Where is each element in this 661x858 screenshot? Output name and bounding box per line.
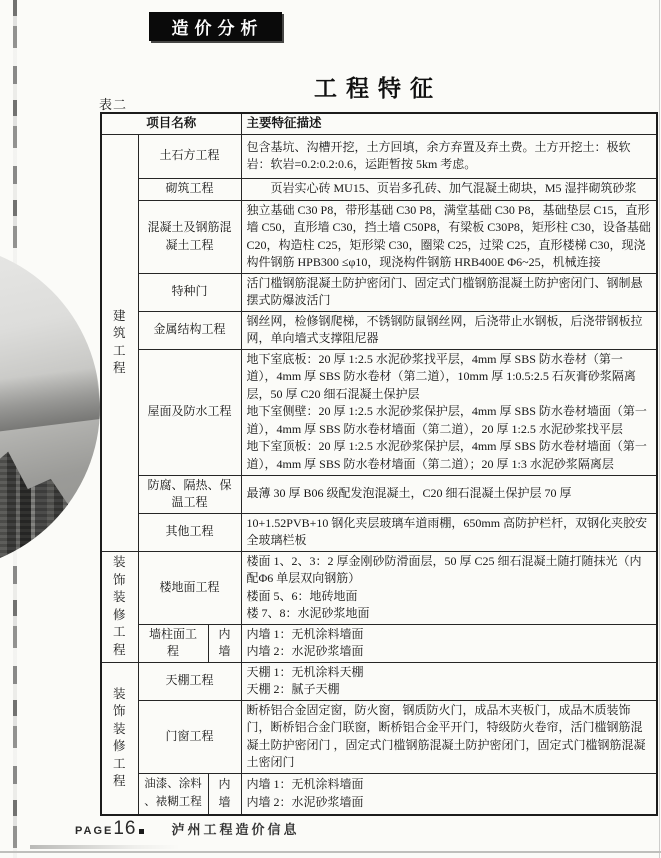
description-cell [241,773,657,815]
table-row [101,311,657,349]
table-row [101,178,657,200]
group-cell-decoration-1: 装饰装修工程 [101,551,138,662]
page-right-edge [659,0,660,858]
desc-line: 10+1.52PVB+10 钢化夹层玻璃车道雨棚，650mm 高防护栏杆，双钢化夹胶安全玻璃栏板 [246,515,648,547]
desc-line: 内墙 2：水泥砂浆墙面 [246,644,364,658]
project-name-cell: 油漆、涂料、裱糊工程 [138,773,208,815]
description-cell [241,178,657,200]
desc-line: 地下室侧壁：20 厚 1:2.5 水泥砂浆保护层，4mm 厚 SBS 防水卷材墙面（第一道），4mm 厚 SBS 防水卷材墙面（第二道），20 厚 1:2.5 水泥砂浆找平层 [246,404,647,436]
sub-name-cell: 内墙 [208,624,241,662]
desc-line: 天棚 2：腻子天棚 [246,682,340,696]
photo-haze [0,368,100,460]
desc-line: 楼面 5、6：地砖地面 [246,588,358,603]
table-row [101,700,657,773]
project-name-cell: 屋面及防水工程 [138,349,241,475]
desc-line: 钢丝网，检修钢爬梯，不锈钢防鼠钢丝网，后浇带止水钢板，后浇带钢板拉网，单向墙式支撑阻尼器 [246,313,643,345]
footer-rule [0,851,661,853]
table-row [101,475,657,513]
page-footer [75,818,300,840]
project-name-cell: 防腐、隔热、保温工程 [138,475,241,513]
project-name-cell: 其他工程 [138,513,241,551]
table-row [101,513,657,551]
footer-page-label: PAGE [75,825,114,837]
project-feature-table [100,112,658,816]
desc-line: 天棚 1：无机涂料天棚 [246,664,364,679]
description-cell [241,624,657,662]
desc-line: 页岩实心砖 MU15、页岩多孔砖、加气混凝土砌块，M5 湿拌砌筑砂浆 [270,181,637,196]
desc-line: 楼面 1、2、3：2 厚金刚砂防滑面层，50 厚 C25 细石混凝土随打随抹光（内配Φ6 单层双向钢筋） [246,553,642,585]
desc-line: 包含基坑、沟槽开挖，土方回填，余方弃置及弃土费。土方开挖土：极软岩：软岩=0.2:0.2:0.6，运距暂按 5km 考虑。 [246,139,631,171]
project-name-cell: 门窗工程 [138,700,241,773]
table-row [101,134,657,178]
group-cell-construction: 建筑工程 [101,134,138,551]
desc-line: 内墙 2：水泥砂浆墙面 [246,794,364,809]
header-project-name: 项目名称 [101,113,241,134]
scan-smudge [30,845,180,849]
description-cell [241,475,657,513]
project-name-cell: 土石方工程 [138,134,241,178]
description-cell [241,700,657,773]
desc-line: 楼 7、8：水泥砂浆地面 [246,606,370,620]
footer-publication: 泸州工程造价信息 [171,822,300,837]
header-description: 主要特征描述 [241,113,657,134]
project-name-cell: 砌筑工程 [138,178,241,200]
footer-square-mark [139,829,144,834]
project-name-cell: 混凝土及钢筋混凝土工程 [138,200,241,273]
project-name-cell: 墙柱面工程 [138,624,208,662]
table-row [101,273,657,311]
table-row [101,662,657,700]
project-name-cell: 天棚工程 [138,662,241,700]
desc-line: 内墙 1：无机涂料墙面 [246,777,364,792]
table-header-row [101,113,657,134]
footer-page-number: 16 [113,818,137,839]
project-name-cell: 金属结构工程 [138,311,241,349]
description-cell [241,662,657,700]
desc-line: 独立基础 C30 P8，带形基础 C30 P8，满堂基础 C30 P8，基础垫层 C15，直形墙 C50，直形墙 C30，挡土墙 C50P8，有梁板 C30P8，矩形柱 C30，设备基础 C20，构造柱 C25，矩形梁 C30，圈梁 C25，过梁 C25，直形楼梯 C30，现浇构件钢筋 HPB300 ≤φ10，现浇构件钢筋 HRB400E Φ6~25，机械连接 [246,202,651,269]
sub-name-cell: 内墙 [208,773,241,815]
table-row [101,551,657,624]
city-photo-clip [0,243,100,575]
description-cell [241,311,657,349]
desc-line: 地下室底板：20 厚 1:2.5 水泥砂浆找平层，4mm 厚 SBS 防水卷材（第一道），4mm 厚 SBS 防水卷材（第二道），10mm 厚 1:0.5:2.5 石灰膏砂浆隔离层，50 厚 C20 细石混凝土保护层 [246,351,636,401]
table-row [101,624,657,662]
description-cell [241,273,657,311]
city-skyline-photo [0,243,100,571]
group-cell-decoration-2: 装饰装修工程 [101,662,138,815]
description-cell [241,134,657,178]
page-title: 工程特征 [314,75,442,101]
table-row [101,349,657,475]
table-row [101,200,657,273]
section-badge: 造价分析 [149,12,282,41]
description-cell [241,513,657,551]
desc-line: 活门槛钢筋混凝土防护密闭门、固定式门槛钢筋混凝土防护密闭门、钢制悬摆式防爆波活门 [246,275,643,307]
desc-line: 最薄 30 厚 B06 级配发泡混凝土，C20 细石混凝土保护层 70 厚 [246,486,572,501]
table-number-label: 表二 [99,97,128,112]
description-cell [241,551,657,624]
desc-line: 断桥铝合金固定窗，防火窗，钢质防火门，成品木夹板门，成品木质装饰门，断桥铝合金门联窗，断桥铝合金平开门，特级防火卷帘，活门槛钢筋混凝土防护密闭门 ，固定式门槛钢筋混凝土防护密闭门，固定式门槛钢筋混凝土密闭门 [246,702,646,769]
desc-line: 内墙 1：无机涂料墙面 [246,626,364,641]
desc-line: 地下室顶板：20 厚 1:2.5 水泥砂浆保护层，4mm 厚 SBS 防水卷材墙面（第一道），4mm 厚 SBS 防水卷材墙面（第二道）；20 厚 1:3 水泥砂浆隔离层 [246,439,647,471]
project-name-cell: 楼地面工程 [138,551,241,624]
table-row [101,773,657,815]
project-name-cell: 特种门 [138,273,241,311]
description-cell [241,349,657,475]
description-cell [241,200,657,273]
